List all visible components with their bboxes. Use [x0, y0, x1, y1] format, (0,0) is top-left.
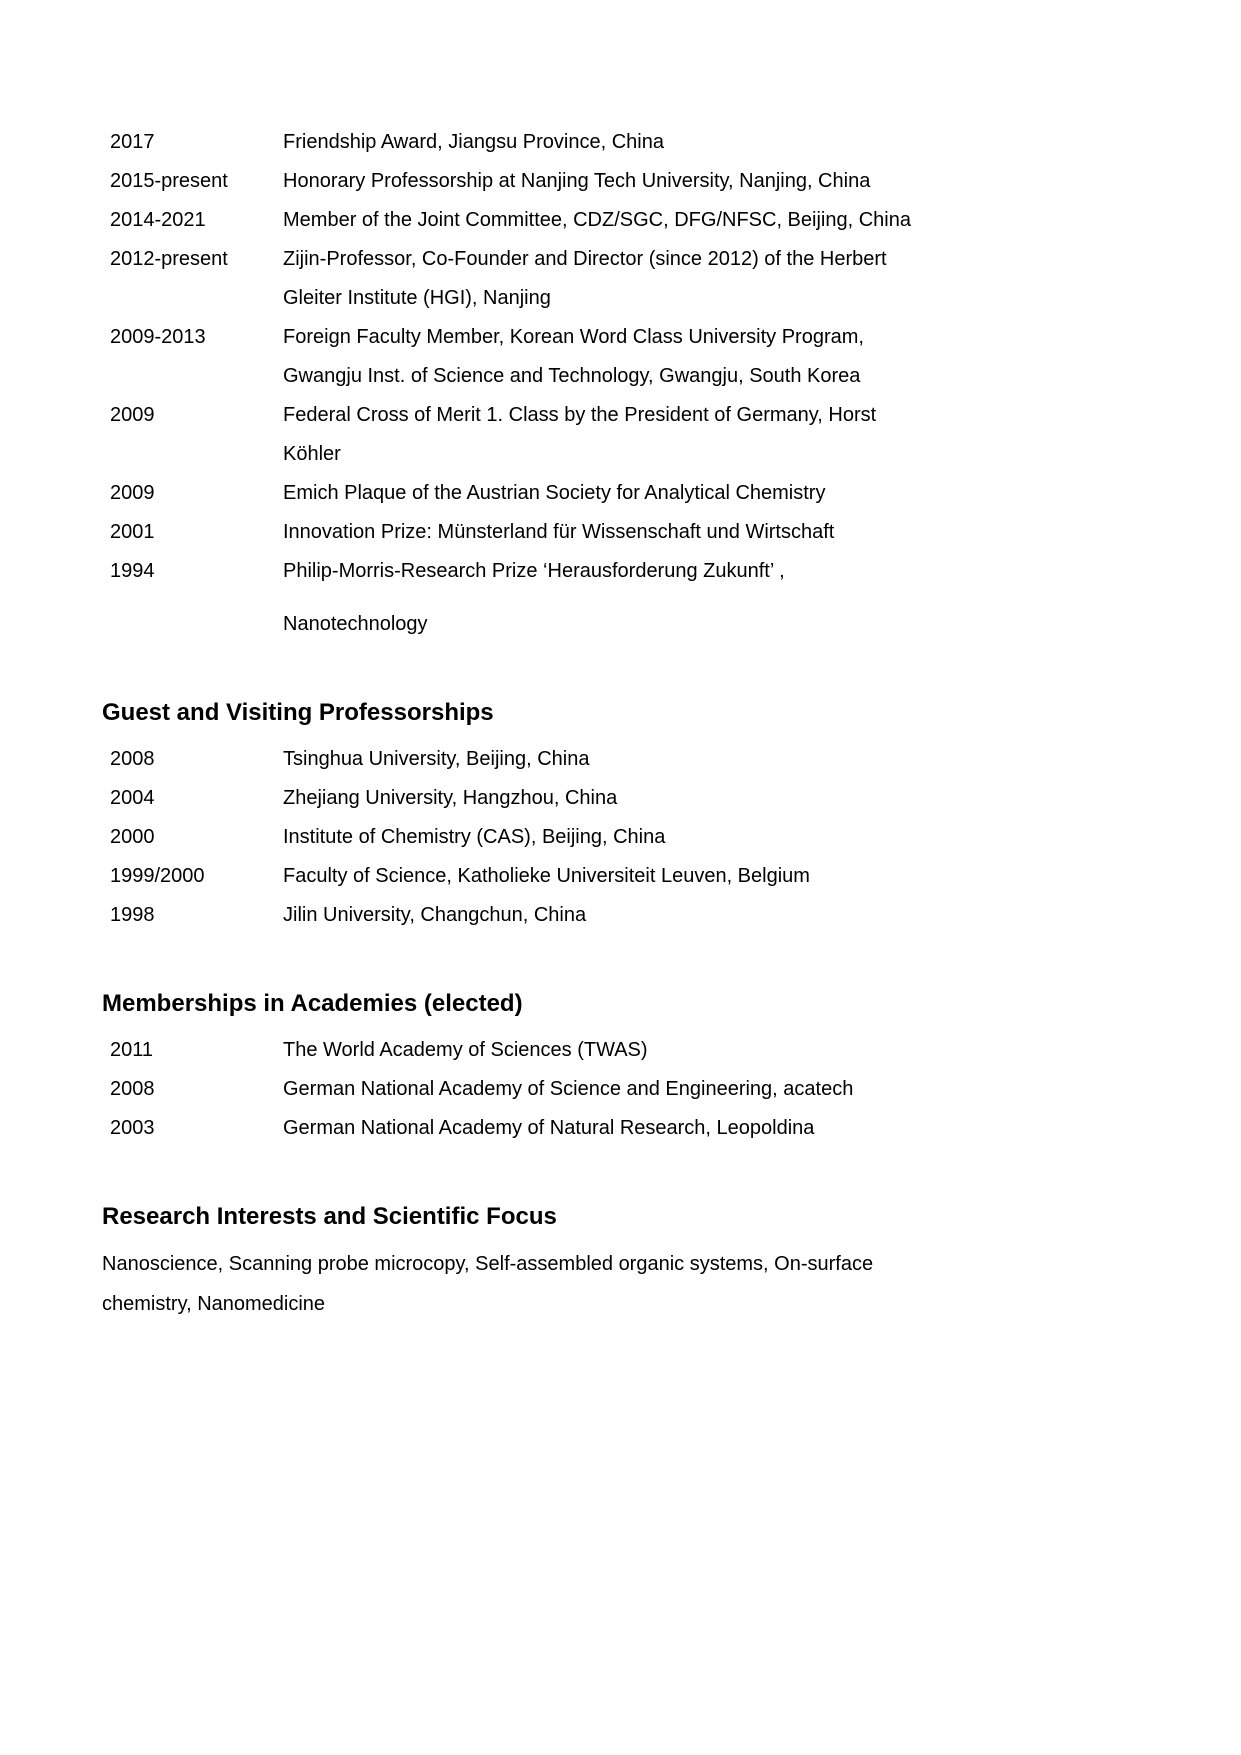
entry-row — [102, 1109, 1141, 1148]
entry-year: 2009 — [110, 482, 155, 504]
entry-year: 2009 — [110, 404, 155, 426]
entry-line: Federal Cross of Merit 1. Class by the President of Germany, Horst — [283, 404, 877, 426]
entry-year: 2015-present — [110, 170, 228, 192]
entry-row — [102, 201, 1141, 240]
entry-row — [102, 818, 1141, 857]
entry-description — [283, 1109, 1141, 1148]
entry-row — [102, 396, 1141, 474]
entry-line: Zhejiang University, Hangzhou, China — [283, 787, 618, 809]
entry-line: Zijin-Professor, Co-Founder and Director (since 2012) of the Herbert — [283, 248, 887, 270]
entry-year: 1998 — [110, 904, 155, 926]
entry-description — [283, 318, 1141, 396]
document-content — [102, 123, 1141, 1324]
entry-line: German National Academy of Natural Research, Leopoldina — [283, 1117, 815, 1139]
entry-row — [102, 474, 1141, 513]
entry-description — [283, 857, 1141, 896]
entry-description — [283, 818, 1141, 857]
entry-year: 2008 — [110, 748, 155, 770]
entry-description — [283, 896, 1141, 935]
entry-description — [283, 162, 1141, 201]
entry-description — [283, 123, 1141, 162]
section-heading: Memberships in Academies (elected) — [102, 990, 523, 1017]
entry-year: 2000 — [110, 826, 155, 848]
entry-line: Innovation Prize: Münsterland für Wissenschaft und Wirtschaft — [283, 521, 835, 543]
entry-row — [102, 240, 1141, 318]
entry-line: Faculty of Science, Katholieke Universiteit Leuven, Belgium — [283, 865, 810, 887]
entry-line: Honorary Professorship at Nanjing Tech University, Nanjing, China — [283, 170, 871, 192]
entry-description — [283, 240, 1141, 318]
entry-description — [283, 1070, 1141, 1109]
section-awards — [102, 123, 1141, 644]
entry-line: The World Academy of Sciences (TWAS) — [283, 1039, 648, 1061]
entry-year: 2008 — [110, 1078, 155, 1100]
entry-line: Member of the Joint Committee, CDZ/SGC, DFG/NFSC, Beijing, China — [283, 209, 911, 231]
paragraph-line: Nanoscience, Scanning probe microcopy, Self-assembled organic systems, On-surface — [102, 1253, 874, 1275]
entry-year: 1994 — [110, 560, 155, 582]
entry-year: 2004 — [110, 787, 155, 809]
entry-line: Philip-Morris-Research Prize ‘Herausforderung Zukunft’ , — [283, 560, 785, 582]
entry-row — [102, 1031, 1141, 1070]
entry-line: Nanotechnology — [283, 613, 428, 635]
entry-row — [102, 123, 1141, 162]
entry-row — [102, 896, 1141, 935]
entry-year: 1999/2000 — [110, 865, 205, 887]
entry-line: Jilin University, Changchun, China — [283, 904, 587, 926]
entry-line: Gwangju Inst. of Science and Technology, Gwangju, South Korea — [283, 365, 861, 387]
entry-description — [283, 474, 1141, 513]
entry-line: Institute of Chemistry (CAS), Beijing, China — [283, 826, 666, 848]
entry-description — [283, 396, 1141, 474]
section-research-interests — [102, 1202, 1141, 1324]
entry-row — [102, 857, 1141, 896]
entry-description — [283, 201, 1141, 240]
entry-year: 2003 — [110, 1117, 155, 1139]
entry-line: Emich Plaque of the Austrian Society for Analytical Chemistry — [283, 482, 826, 504]
section-heading: Guest and Visiting Professorships — [102, 699, 494, 726]
entry-year: 2017 — [110, 131, 155, 153]
section-memberships — [102, 989, 1141, 1148]
entry-row — [102, 162, 1141, 201]
paragraph-line: chemistry, Nanomedicine — [102, 1293, 326, 1315]
entry-row — [102, 779, 1141, 818]
entry-description — [283, 552, 1141, 644]
entry-year: 2011 — [110, 1039, 154, 1061]
section-heading: Research Interests and Scientific Focus — [102, 1203, 557, 1230]
entry-description — [283, 513, 1141, 552]
entry-line: Tsinghua University, Beijing, China — [283, 748, 590, 770]
entry-line: Gleiter Institute (HGI), Nanjing — [283, 287, 551, 309]
entry-year: 2001 — [110, 521, 155, 543]
entry-row — [102, 513, 1141, 552]
entry-line: Foreign Faculty Member, Korean Word Class University Program, — [283, 326, 864, 348]
entry-description — [283, 1031, 1141, 1070]
entry-row — [102, 318, 1141, 396]
entry-line: Friendship Award, Jiangsu Province, China — [283, 131, 664, 153]
entry-year: 2014-2021 — [110, 209, 206, 231]
entry-row — [102, 1070, 1141, 1109]
entry-line: German National Academy of Science and Engineering, acatech — [283, 1078, 854, 1100]
entry-year: 2009-2013 — [110, 326, 206, 348]
entry-year: 2012-present — [110, 248, 228, 270]
entry-row — [102, 740, 1141, 779]
entry-description — [283, 740, 1141, 779]
section-guest-professorships — [102, 698, 1141, 935]
entry-description — [283, 779, 1141, 818]
entry-line: Köhler — [283, 443, 341, 465]
entry-row — [102, 552, 1141, 644]
